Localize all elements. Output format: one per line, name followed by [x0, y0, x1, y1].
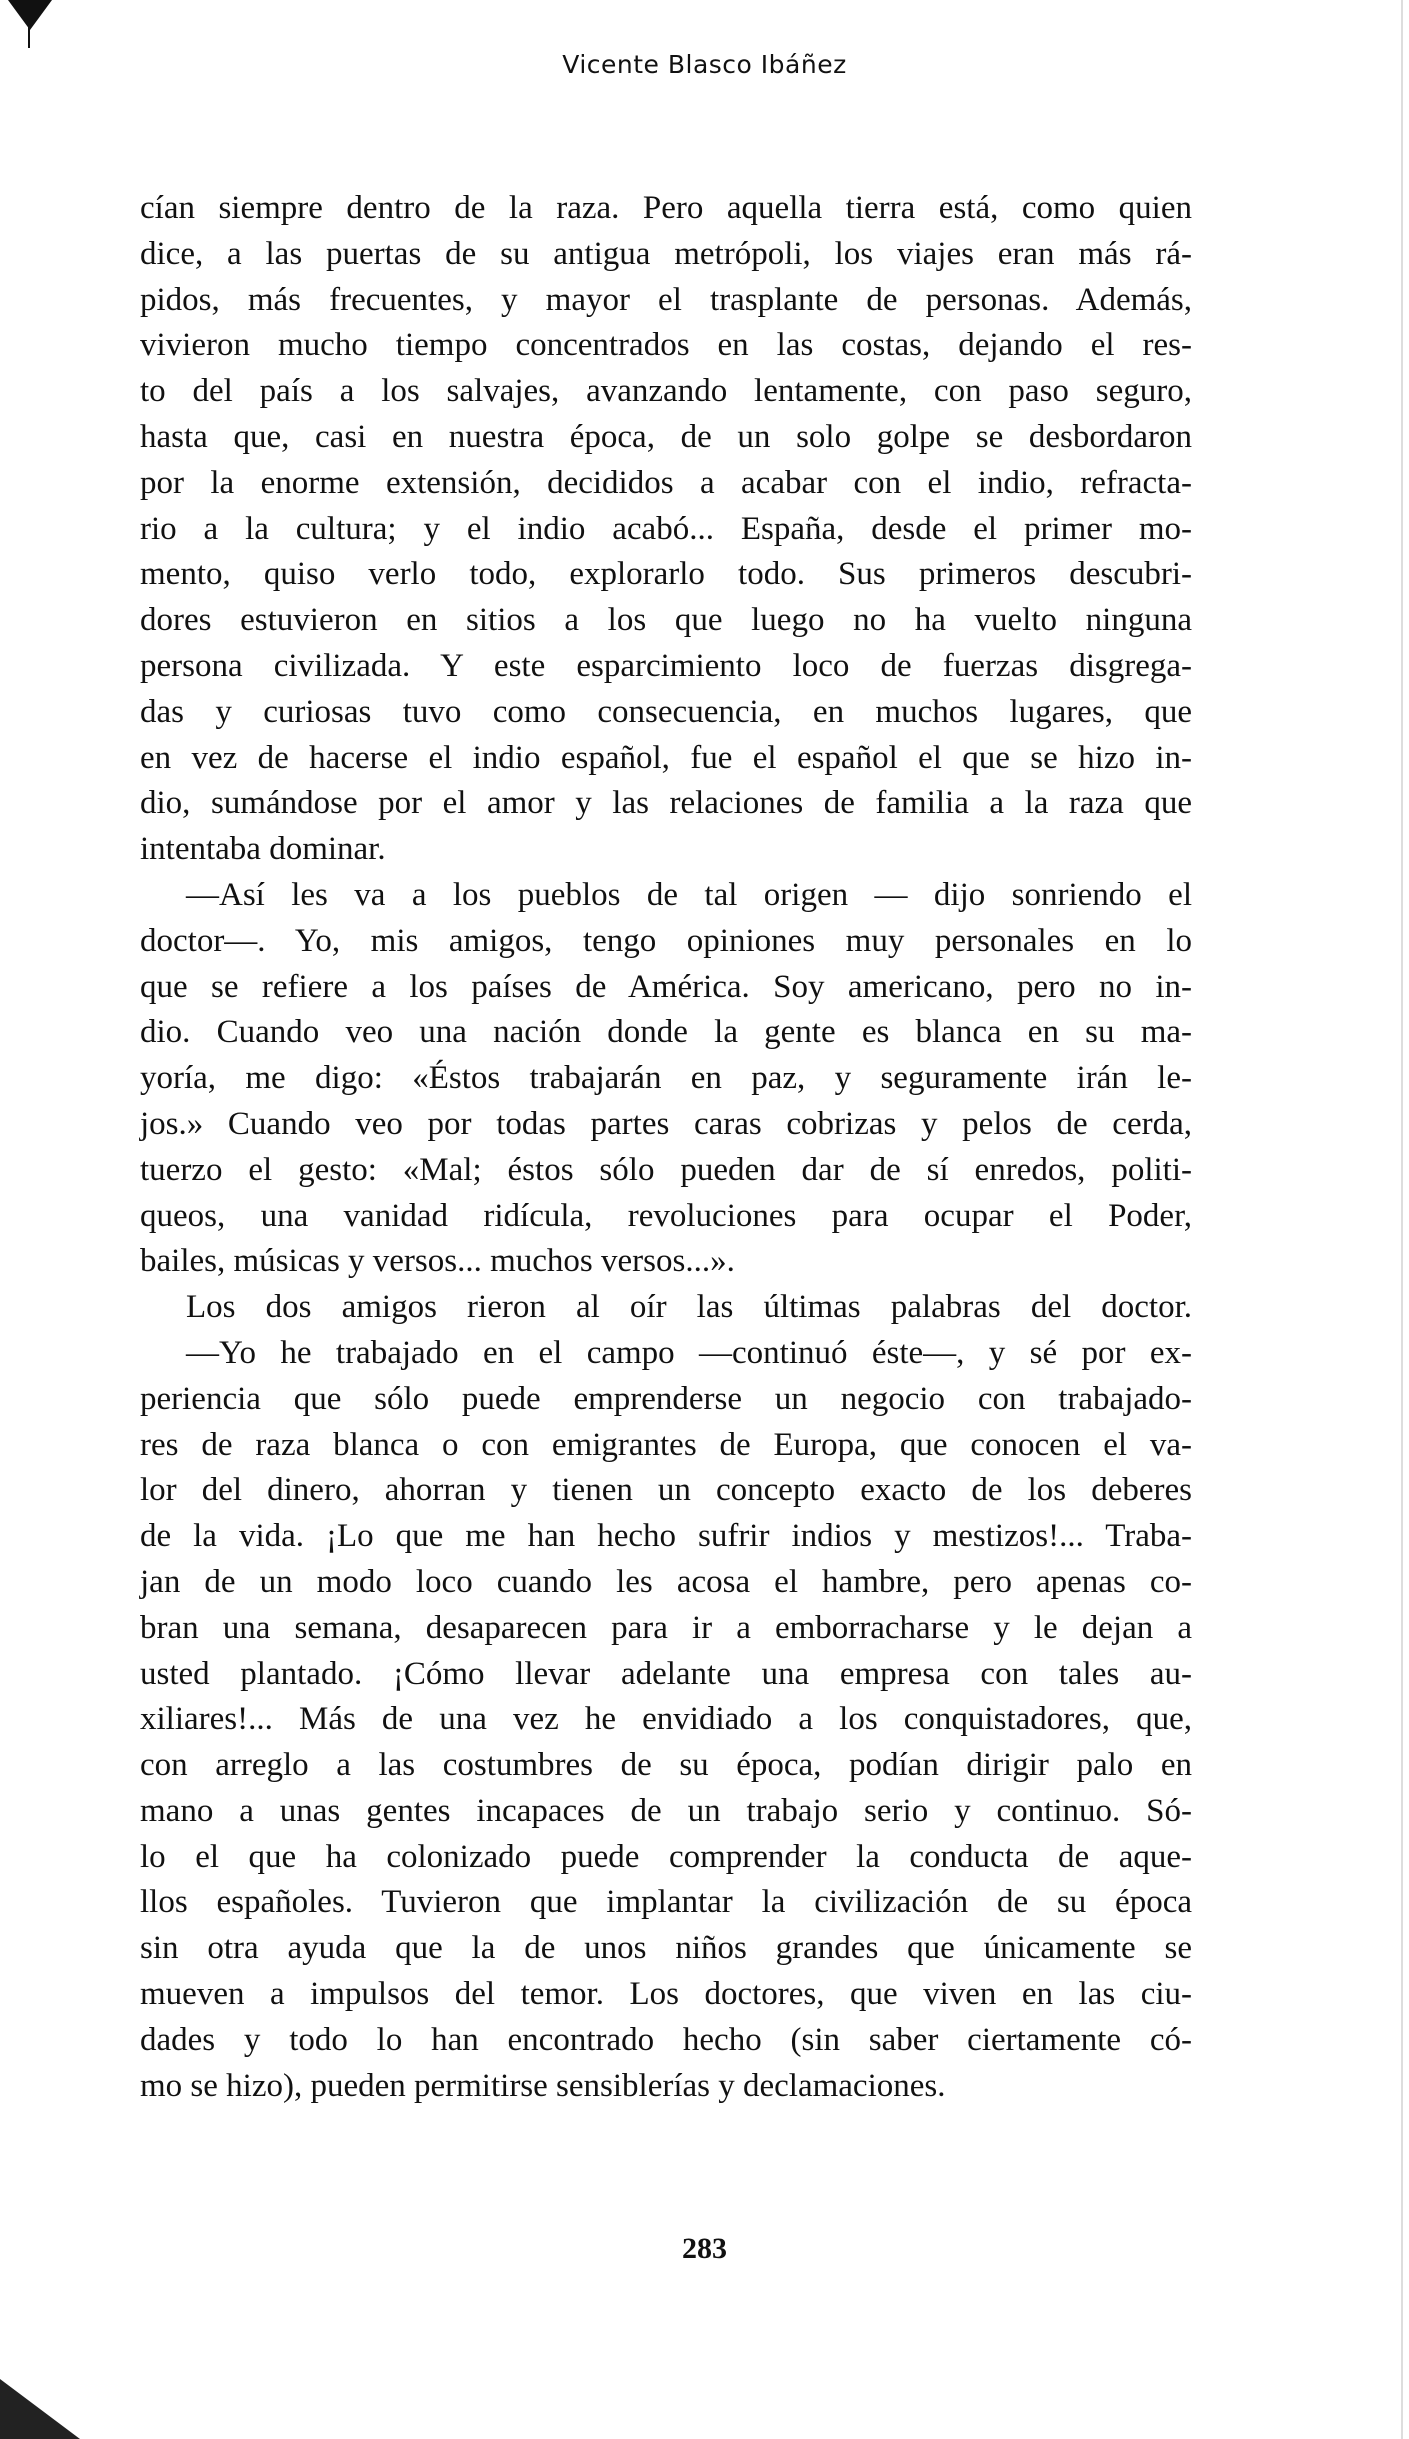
text-line: lor del dinero, ahorran y tienen un concepto exacto de los deberes [140, 1472, 1192, 1509]
text-line: persona civilizada. Y este esparcimiento loco de fuerzas disgrega- [140, 647, 1192, 684]
body-text [140, 186, 1192, 2109]
text-line: vivieron mucho tiempo concentrados en las costas, dejando el res- [140, 327, 1192, 364]
text-line: mano a unas gentes incapaces de un trabajo serio y continuo. Só- [140, 1792, 1192, 1829]
text-line: tuerzo el gesto: «Mal; éstos sólo pueden dar de sí enredos, politi- [140, 1151, 1192, 1188]
text-line: bran una semana, desaparecen para ir a emborracharse y le dejan a [140, 1609, 1192, 1646]
text-line: yoría, me digo: «Éstos trabajarán en paz, y seguramente irán le- [140, 1060, 1192, 1097]
running-header: Vicente Blasco Ibáñez [562, 50, 847, 79]
text-line: hasta que, casi en nuestra época, de un solo golpe se desbordaron [140, 418, 1192, 455]
text-line: cían siempre dentro de la raza. Pero aquella tierra está, como quien [140, 190, 1192, 226]
text-line: das y curiosas tuvo como consecuencia, en muchos lugares, que [140, 693, 1192, 730]
text-line: doctor—. Yo, mis amigos, tengo opiniones muy personales en lo [140, 922, 1192, 959]
text-line: de la vida. ¡Lo que me han hecho sufrir indios y mestizos!... Traba- [140, 1518, 1192, 1555]
text-line: rio a la cultura; y el indio acabó... España, desde el primer mo- [140, 510, 1192, 547]
text-line: que se refiere a los países de América. Soy americano, pero no in- [140, 968, 1192, 1005]
text-line: dio. Cuando veo una nación donde la gente es blanca en su ma- [140, 1014, 1192, 1051]
text-line: por la enorme extensión, decididos a acabar con el indio, refracta- [140, 464, 1192, 501]
text-line: intentaba dominar. [140, 831, 386, 868]
text-line: —Yo he trabajado en el campo —continuó éste—, y sé por ex- [186, 1334, 1192, 1371]
text-line: Los dos amigos rieron al oír las últimas palabras del doctor. [186, 1289, 1192, 1326]
text-line: bailes, músicas y versos... muchos versos...». [140, 1243, 735, 1280]
text-line: en vez de hacerse el indio español, fue el español el que se hizo in- [140, 739, 1192, 776]
text-line: mueven a impulsos del temor. Los doctores, que viven en las ciu- [140, 1976, 1192, 2013]
text-line: periencia que sólo puede emprenderse un negocio con trabajado- [140, 1380, 1192, 1417]
corner-mark [8, 0, 52, 30]
text-line: dades y todo lo han encontrado hecho (sin saber ciertamente có- [140, 2021, 1192, 2058]
text-line: queos, una vanidad ridícula, revoluciones para ocupar el Poder, [140, 1197, 1192, 1234]
text-line: jos.» Cuando veo por todas partes caras cobrizas y pelos de cerda, [140, 1105, 1192, 1142]
text-line: llos españoles. Tuvieron que implantar la civilización de su época [140, 1884, 1192, 1921]
text-line: dio, sumándose por el amor y las relaciones de familia a la raza que [140, 785, 1192, 822]
text-line: dice, a las puertas de su antigua metrópoli, los viajes eran más rá- [140, 235, 1192, 272]
text-line: dores estuvieron en sitios a los que luego no ha vuelto ninguna [140, 602, 1192, 639]
text-line: jan de un modo loco cuando les acosa el hambre, pero apenas co- [140, 1563, 1192, 1600]
page-edge [1401, 0, 1403, 2439]
text-line: con arreglo a las costumbres de su época, podían dirigir palo en [140, 1747, 1192, 1784]
text-line: usted plantado. ¡Cómo llevar adelante una empresa con tales au- [140, 1655, 1192, 1692]
text-line: res de raza blanca o con emigrantes de Europa, que conocen el va- [140, 1426, 1192, 1463]
text-line: xiliares!... Más de una vez he envidiado a los conquistadores, que, [140, 1701, 1192, 1738]
text-line: mo se hizo), pueden permitirse sensiblerías y declamaciones. [140, 2067, 946, 2104]
text-line: lo el que ha colonizado puede comprender la conducta de aque- [140, 1838, 1192, 1875]
scan-artifact [0, 2379, 80, 2439]
text-line: to del país a los salvajes, avanzando lentamente, con paso seguro, [140, 373, 1192, 410]
text-line: sin otra ayuda que la de unos niños grandes que únicamente se [140, 1930, 1192, 1967]
text-line: mento, quiso verlo todo, explorarlo todo. Sus primeros descubri- [140, 556, 1192, 593]
page-number: 283 [682, 2232, 727, 2265]
text-line: —Así les va a los pueblos de tal origen — dijo sonriendo el [186, 876, 1192, 913]
corner-mark-stem [28, 20, 30, 48]
text-line: pidos, más frecuentes, y mayor el trasplante de personas. Además, [140, 281, 1192, 318]
